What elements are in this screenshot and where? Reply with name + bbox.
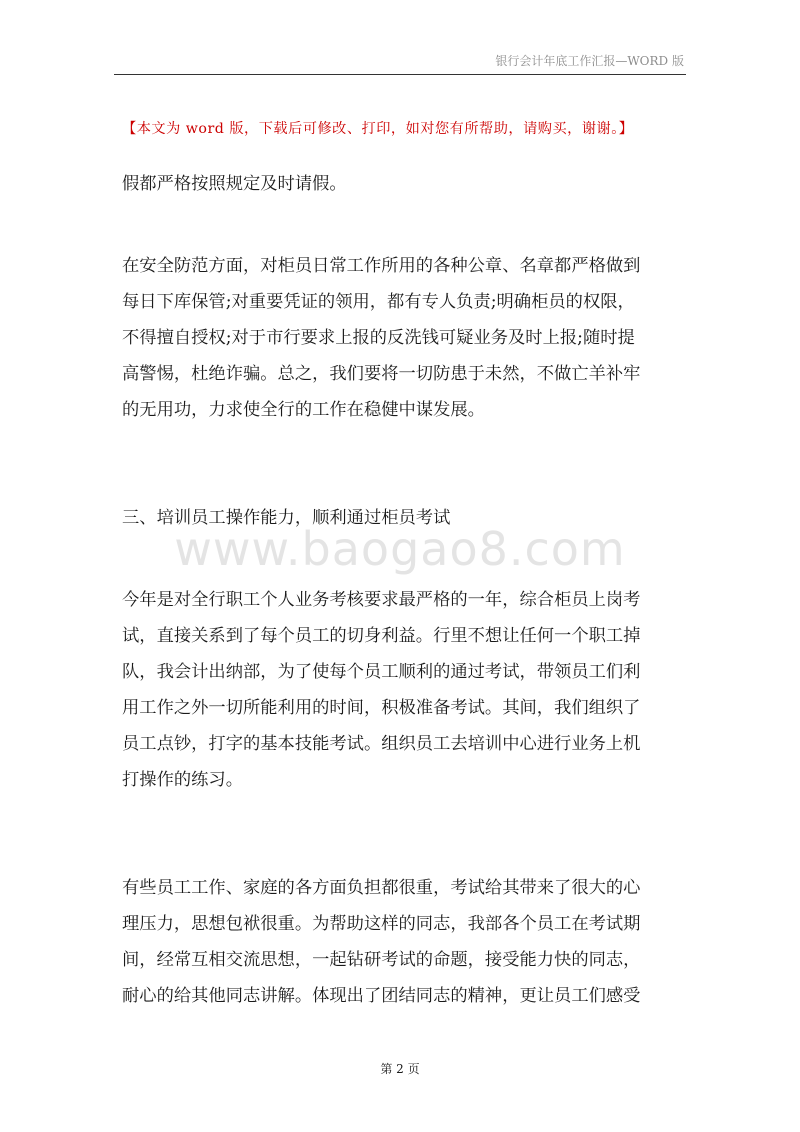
paragraph-line: 试，直接关系到了每个员工的切身利益。行里不想让任何一个职工掉 bbox=[122, 626, 641, 646]
paragraph-line: 间，经常互相交流思想，一起钻研考试的命题，接受能力快的同志， bbox=[122, 950, 641, 970]
purchase-notice: 【本文为 word 版，下载后可修改、打印，如对您有所帮助，请购买，谢谢。】 bbox=[122, 121, 634, 137]
paragraph-4 bbox=[122, 870, 694, 1014]
paragraph-line: 队，我会计出纳部，为了使每个员工顺利的通过考试，带领员工们利 bbox=[122, 662, 641, 682]
header-divider bbox=[114, 74, 686, 75]
paragraph-line: 高警惕，杜绝诈骗。总之，我们要将一切防患于未然，不做亡羊补牢 bbox=[122, 364, 641, 384]
paragraph-line: 有些员工工作、家庭的各方面负担都很重，考试给其带来了很大的心 bbox=[122, 878, 641, 898]
paragraph-2 bbox=[122, 248, 694, 428]
paragraph-line: 的无用功，力求使全行的工作在稳健中谋发展。 bbox=[122, 400, 485, 420]
paragraph-1 bbox=[122, 166, 694, 202]
paragraph-line: 在安全防范方面，对柜员日常工作所用的各种公章、名章都严格做到 bbox=[122, 256, 641, 276]
paragraph-line: 员工点钞，打字的基本技能考试。组织员工去培训中心进行业务上机 bbox=[122, 734, 641, 754]
paragraph-line: 今年是对全行职工个人业务考核要求最严格的一年，综合柜员上岗考 bbox=[122, 590, 641, 610]
paragraph-3 bbox=[122, 582, 694, 798]
document-header-title: 银行会计年底工作汇报—WORD 版 bbox=[495, 54, 684, 68]
paragraph-line: 耐心的给其他同志讲解。体现出了团结同志的精神，更让员工们感受 bbox=[122, 986, 641, 1006]
paragraph-line: 理压力，思想包袱很重。为帮助这样的同志，我部各个员工在考试期 bbox=[122, 914, 641, 934]
paragraph-line: 不得擅自授权;对于市行要求上报的反洗钱可疑业务及时上报;随时提 bbox=[122, 328, 635, 348]
paragraph-line: 打操作的练习。 bbox=[122, 770, 243, 790]
paragraph-line: 用工作之外一切所能利用的时间，积极准备考试。其间，我们组织了 bbox=[122, 698, 641, 718]
section-heading-text: 三、培训员工操作能力，顺利通过柜员考试 bbox=[122, 508, 451, 528]
paragraph-line: 假都严格按照规定及时请假。 bbox=[122, 174, 347, 194]
paragraph-line: 每日下库保管;对重要凭证的领用，都有专人负责;明确柜员的权限， bbox=[122, 292, 635, 312]
page-number: 第 2 页 bbox=[380, 1062, 420, 1076]
watermark-text: www.baogao8.com bbox=[174, 522, 626, 576]
